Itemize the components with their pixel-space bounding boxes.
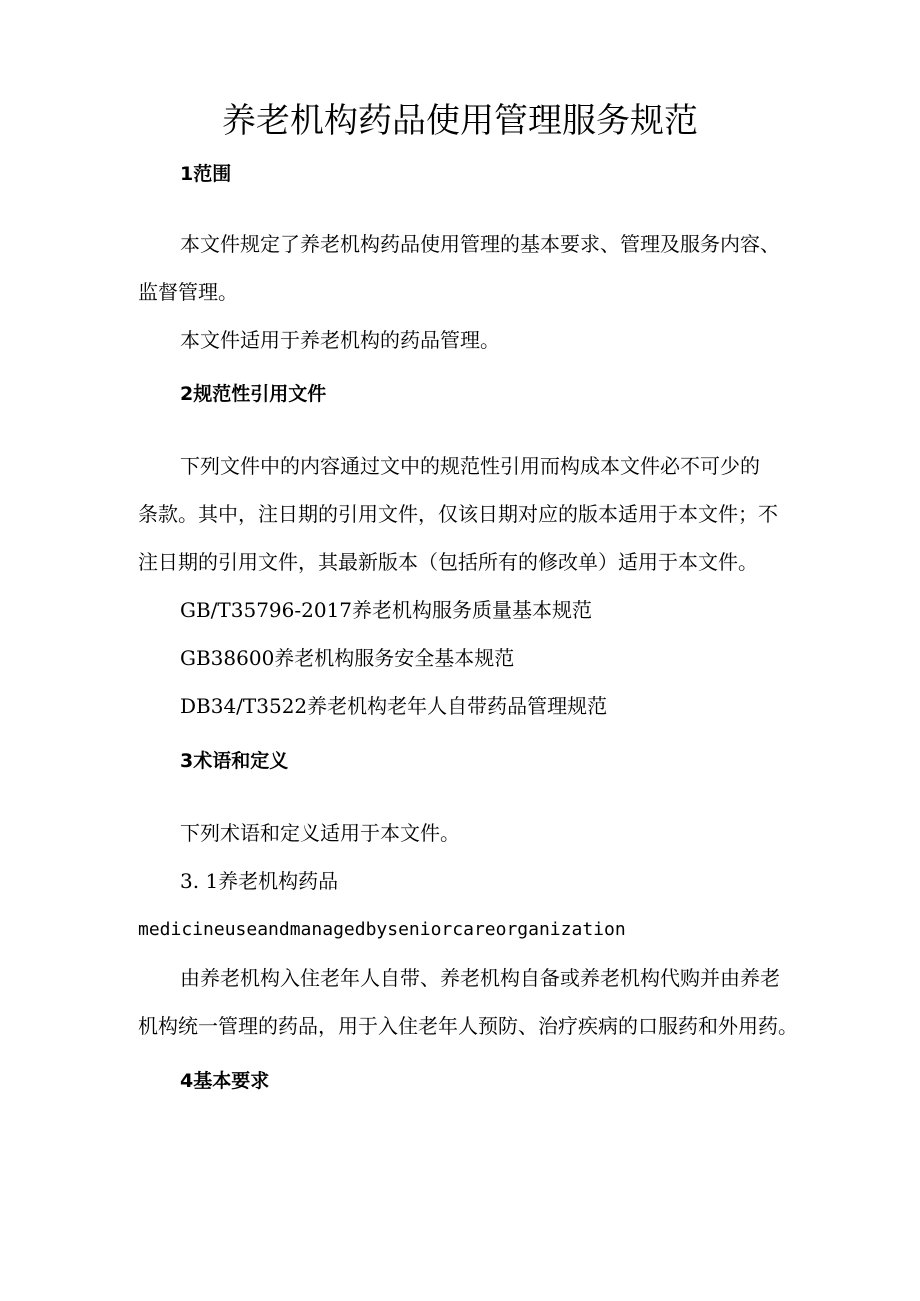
section-heading-scope: 1范围 [180,163,232,185]
paragraph-line: 监督管理。 [138,280,238,304]
paragraph-line: 下列文件中的内容通过文中的规范性引用而构成本文件必不可少的 [180,454,760,478]
paragraph-line: 条款。其中，注日期的引用文件，仅该日期对应的版本适用于本文件；不 [138,502,778,526]
term-heading: 3. 1养老机构药品 [180,869,339,893]
term-english: medicineuseandmanagedbyseniorcareorganization [138,919,626,940]
section-heading-basic-requirements: 4基本要求 [180,1070,270,1092]
document-title: 养老机构药品使用管理服务规范 [222,101,698,141]
paragraph-line: 本文件适用于养老机构的药品管理。 [180,328,500,352]
paragraph-line: 本文件规定了养老机构药品使用管理的基本要求、管理及服务内容、 [180,232,780,256]
paragraph-line: 机构统一管理的药品，用于入住老年人预防、治疗疾病的口服药和外用药。 [138,1014,798,1038]
reference-item: GB38600养老机构服务安全基本规范 [180,646,515,670]
paragraph-line: 下列术语和定义适用于本文件。 [180,821,460,845]
reference-item: GB/T35796-2017养老机构服务质量基本规范 [180,598,593,622]
reference-item: DB34/T3522养老机构老年人自带药品管理规范 [180,694,608,718]
paragraph-line: 由养老机构入住老年人自带、养老机构自备或养老机构代购并由养老 [180,966,780,990]
section-heading-terms: 3术语和定义 [180,750,289,772]
paragraph-line: 注日期的引用文件，其最新版本（包括所有的修改单）适用于本文件。 [138,550,758,574]
section-heading-normative-references: 2规范性引用文件 [180,383,327,405]
